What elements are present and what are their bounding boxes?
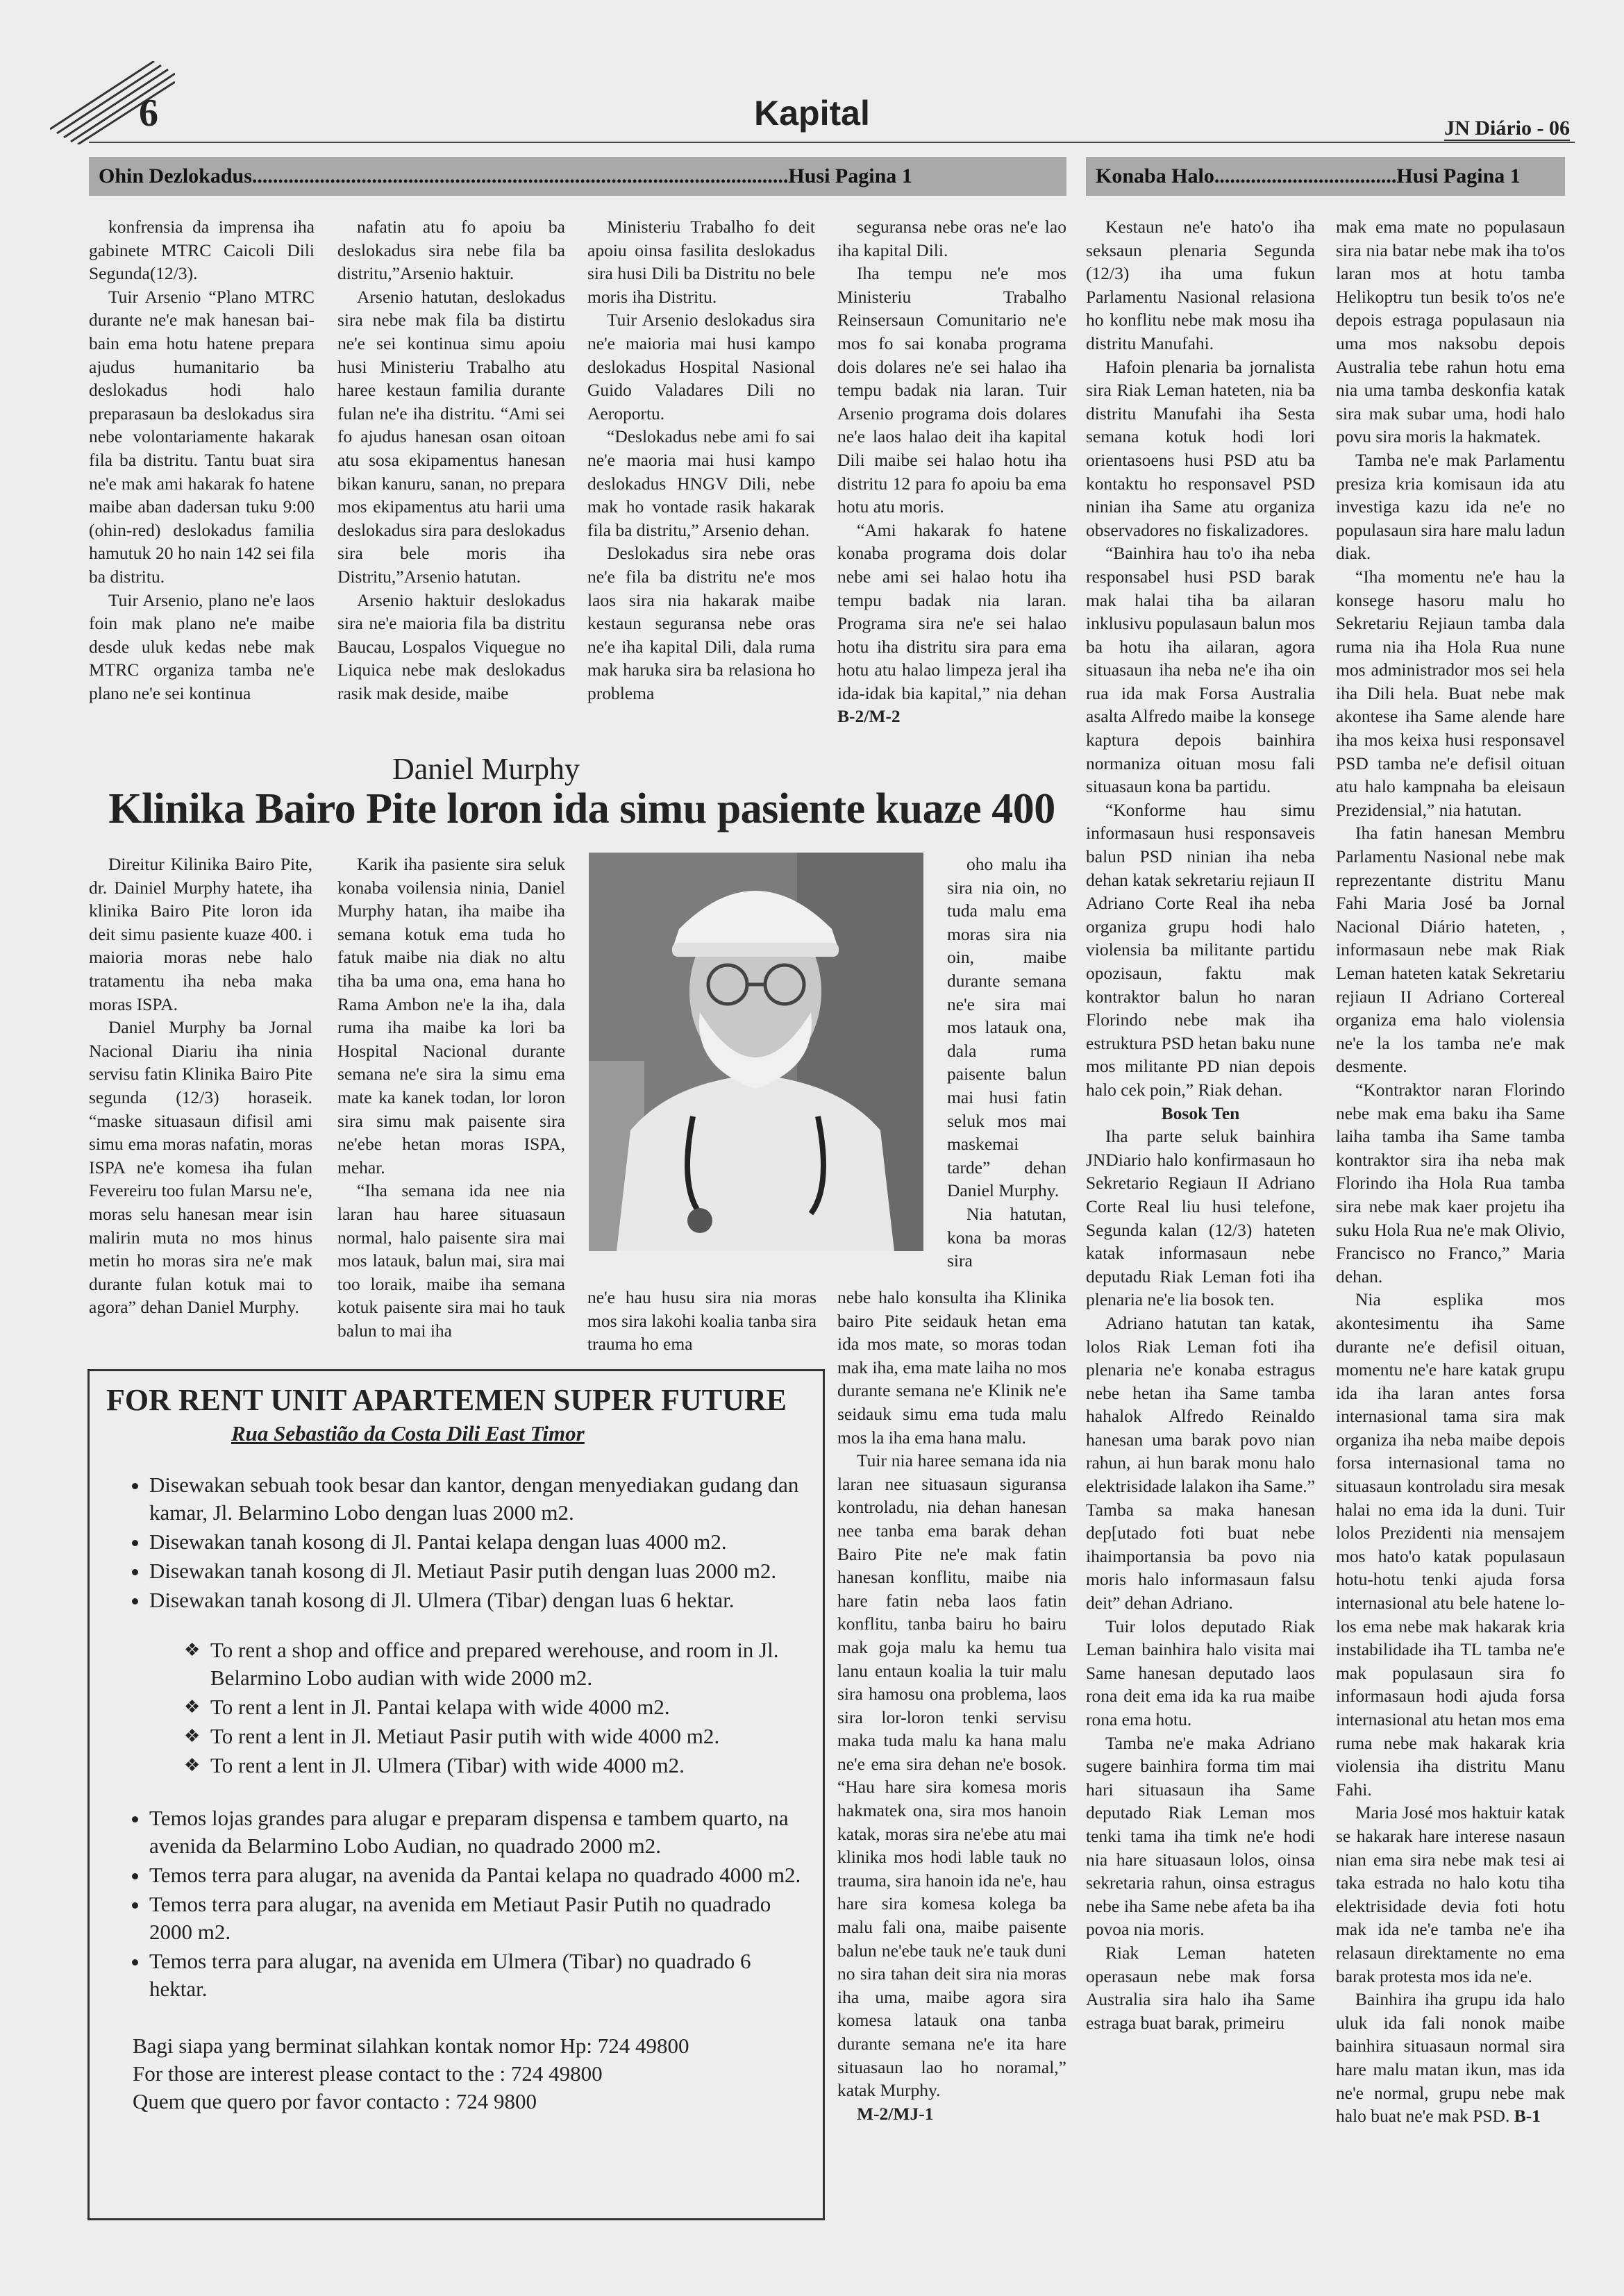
paragraph: nebe halo konsulta iha Klinika bairo Pite seidauk hetan ema ida mos mate, so moras todan mak iha, ema mate laiha no mos durante semana ne'e Klinik ne'e seidauk simu ema tuda malu mos la iha ema hana malu.	[837, 1287, 1066, 1448]
list-item: ❖ To rent a lent in Jl. Ulmera (Tibar) with wide 4000 m2.	[210, 1752, 806, 1779]
article2-column-2	[337, 853, 565, 1359]
header-rule	[89, 142, 1575, 143]
paragraph: Karik iha pasiente sira seluk konaba voilensia ninia, Daniel Murphy hatan, iha maibe iha semana kotuk ema tuda ho fatuk maibe nia diak no altu tiha ba uma ona, ema hana ho Rama Ambon ne'e la iha, dala ruma iha maibe ka lori ba Hospital Nacional durante semana ne'e sira la simu ema mate ka kanek todan, lor loron sira simu mak paisente sira ne'ebe hetan moras ISPA, mehar.	[337, 854, 565, 1178]
list-item: • Disewakan tanah kosong di Jl. Ulmera (Tibar) dengan luas 6 hektar.	[149, 1586, 806, 1614]
subheading-bosok-ten: Bosok Ten	[1161, 1103, 1240, 1123]
ad-english-list	[106, 1636, 806, 1779]
page-number: 6	[139, 92, 158, 135]
paragraph: Direitur Kilinika Bairo Pite, dr. Dainiel Murphy hatete, iha klinika Bairo Pite loron ida deit simu pasiente kuaze 400. i maioria moras nebe halo tratamentu iha neba maka moras ISPA.	[89, 854, 312, 1014]
paragraph: Tuir lolos deputado Riak Leman bainhira halo visita mai Same hanesan deputado laos rona deit ema ida ka rua maibe rona ema hotu.	[1086, 1616, 1315, 1729]
paragraph: ne'e hau husu sira nia moras mos sira lakohi koalia tanba sira trauma ho ema	[587, 1287, 817, 1355]
paragraph: Maria José mos haktuir katak se hakarak hare interese nasaun nian ema sira nebe mak tesi ai taka estrada no halo kotu tiha elektrisidade devia foti hotu mak ida ne'e tamba ne'e iha relasaun direktamente no ema barak protesta mos ida ne'e.	[1336, 1802, 1565, 1986]
daniel-murphy-photo	[589, 853, 923, 1251]
continued-bar-ohin-dezlokadus: Ohin Dezlokadus.......................................................................................................Husi Pagina 1	[89, 157, 1066, 196]
list-item: • Temos terra para alugar, na avenida da Pantai kelapa no quadrado 4000 m2.	[149, 1861, 806, 1889]
paragraph: “Iha semana ida nee nia laran hau haree situasaun normal, halo paisente sira mai mos latauk, balun mai, sira mai too loraik, maibe iha semana kotuk paisente sira mai ho tauk balun to mai iha	[337, 1180, 565, 1341]
article3-column-1	[1086, 215, 1315, 2243]
list-item: • Temos terra para alugar, na avenida em Ulmera (Tibar) no quadrado 6 hektar.	[149, 1947, 806, 2003]
paragraph: Bainhira iha grupu ida halo uluk ida fali nonok maibe bainhira situasaun normal sira hare malu matan ikun, mas ida ne'e normal, grupu nebe mak halo buat ne'e mak PSD.	[1336, 1989, 1565, 2127]
paragraph: seguransa nebe oras ne'e lao iha kapital Dili.	[837, 217, 1066, 260]
paragraph: Iha fatin hanesan Membru Parlamentu Nasional nebe mak reprezentante distritu Manu Fahi Maria José ba Jornal Nacional Diário hateten, , informasaun nebe mak Riak Leman hateten katak Sekretariu rejiaun II Adriano Cortereal organiza ema halo violensia ne'e la los tamba ne'e mak desmente.	[1336, 823, 1565, 1077]
paragraph: Nia esplika mos akontesimentu iha Same durante ne'e defisil oituan, momentu ne'e hare katak grupu ida iha laran antes forsa internasional tama sira mak organiza iha neba maibe depois forsa internasional tama no situasaun kontroladu sira mesak halai no ema ida la duni. Tuir lolos Prezidenti nia mensajem mos hato'o katak populasaun hotu-hotu tenki ajuda forsa internasional atu bele hatene lo-los ema nebe mak hakarak kria instabilidade iha TL tamba ne'e mak populasaun sira fo informasaun hodi ajuda forsa internasional atu hetan mos ema ruma nebe mak hakarak kria violensia iha distritu Manu Fahi.	[1336, 1289, 1565, 1800]
paragraph: Iha tempu ne'e mos Ministeriu Trabalho Reinsersaun Comunitario ne'e mos fo sai konaba programa dois dolares ne'e sei halao iha tempu badak nia laran. Tuir Arsenio programa dois dolares ne'e laos halao deit iha kapital Dili maibe sei halao hotu iha distritu 12 para fo apoiu ba ema hotu atu moris.	[837, 263, 1066, 517]
article1-column-3	[587, 215, 815, 750]
paragraph: Arsenio haktuir deslokadus sira ne'e maioria fila ba distritu Baucau, Lospalos Viquegue no Liquica nebe mak deslokadus rasik mak deside, maibe	[337, 589, 565, 703]
edition-label: JN Diário - 06	[1444, 117, 1570, 140]
paragraph: “Ami hakarak fo hatene konaba programa dois dolar nebe ami sei halao hotu iha tempu badak nia laran. Programa sira ne'e sei halao hotu iha distritu sira para ema hotu atu halao limpeza jeral iha ida-idak bia kapital,” nia dehan	[837, 519, 1066, 703]
paragraph: Iha parte seluk bainhira JNDiario halo konfirmasaun ho Sekretario Regiaun II Adriano Corte Real liu husi telefone, Segunda kalan (12/3) hateten katak informasaun nebe deputadu Riak Leman foti iha plenaria ne'e lia bosok ten.	[1086, 1126, 1315, 1310]
paragraph: Kestaun ne'e hato'o iha seksaun plenaria Segunda (12/3) iha uma fukun Parlamentu Nasional relasiona ho konflitu nebe mak mosu iha distritu Manufahi.	[1086, 217, 1315, 353]
author-code: B-2/M-2	[837, 706, 901, 727]
list-item: • Temos lojas grandes para alugar e preparam dispensa e tambem quarto, na avenida da Belarmino Lobo Audian, no quadrado 2000 m2.	[149, 1804, 806, 1860]
ad-title: FOR RENT UNIT APARTEMEN SUPER FUTURE	[106, 1383, 787, 1417]
author-code: M-2/MJ-1	[857, 2103, 934, 2124]
paragraph: Daniel Murphy ba Jornal Nacional Diariu iha ninia servisu fatin Klinika Bairo Pite segunda (12/3) horaseik. “maske situasaun difisil ami simu ema moras nafatin, moras ISPA ne'e komesa iha fulan Fevereiru too fulan Marsu ne'e, moras selu hanesan mear isin malirin muta no mos hinus metin ho moras sira ne'e mak durante fulan kotuk mai to agora” dehan Daniel Murphy.	[89, 1017, 312, 1318]
continued-bar-konaba-halo: Konaba Halo...................................Husi Pagina 1	[1086, 157, 1565, 196]
contact-line: Bagi siapa yang berminat silahkan kontak nomor Hp: 724 49800	[133, 2034, 689, 2059]
list-item: • Disewakan tanah kosong di Jl. Metiaut Pasir putih dengan luas 2000 m2.	[149, 1557, 806, 1585]
paragraph: “Deslokadus nebe ami fo sai ne'e maoria mai husi kampo deslokadus HNGV Dili, nebe mak ho vontade rasik hakarak fila ba distritu,” Arsenio dehan.	[587, 426, 815, 540]
ad-portuguese-list	[106, 1804, 806, 2003]
paragraph: “Iha momentu ne'e hau la konsege hasoru malu ho Sekretariu Rejiaun tamba dala ruma nia iha Hola Rua nune mos administrador mos sei hela iha Dili hela. Buat nebe mak akontese iha Same alende hare iha mos keixa husi responsavel PSD tamba ne'e defisil oituan atu halo kampnaha ba eleisaun Prezidensial,” nia hatutan.	[1336, 566, 1565, 820]
list-item: • Disewakan sebuah took besar dan kantor, dengan menyediakan gudang dan kamar, Jl. Belarmino Lobo dengan luas 2000 m2.	[149, 1471, 806, 1527]
paragraph: Tuir nia haree semana ida nia laran nee situasaun siguransa kontroladu, nia dehan hanesan nee tanba ema barak dehan Bairo Pite ne'e mak fatin hanesan konflitu, maibe nia hare fatin neba laos fatin konflitu, tanba bairu ho bairu mak goja malu ka hemu tua lanu entaun koalia la tuir malu sira hamosu ona problema, laos sira lor-loron tenki servisu maka tuda malu ka hana malu ne'e ema sira dehan ne'e bosok. “Hau hare sira komesa moris hakmatek ona, sira mos hanoin katak, moras sira ne'ebe atu mai klinika mos hodi lable tauk no trauma, sira hanoin ida ne'e, hau hare sira komesa kolega ba malu fali ona, maibe paisente balun ne'ebe tauk ne'e tauk duni no sira tahan deit sira nia moras iha uma, maibe agora sira komesa latauk ona tanba durante semana ne'e ita hare situasaun lao ho noramal,” katak Murphy.	[837, 1450, 1066, 2101]
paragraph: “Kontraktor naran Florindo nebe mak ema baku iha Same laiha tamba iha Same tamba kontraktor sira iha neba mak Florindo iha Hola Rua tamba sira nebe mak kaer projetu iha suku Hola Rua ne'e mak Olivio, Francisco no Franco,” Maria dehan.	[1336, 1079, 1565, 1287]
contact-line: For those are interest please contact to the : 724 49800	[133, 2061, 603, 2086]
paragraph: “Konforme hau simu informasaun husi responsaveis balun PSD ninian iha neba dehan katak sekretariu rejiaun II Adriano Corte Real iha neba organiza grupu hodi halo violensia ba militante partidu opozisaun, faktu mak kontraktor balun ho naran Florindo nebe mak iha estruktura PSD hetan baku nune mos militante PD nian depois halo cek poin,” Riak dehan.	[1086, 799, 1315, 1100]
article3-column-2	[1336, 215, 1565, 2243]
paragraph: Nia hatutan, kona ba moras sira	[947, 1203, 1066, 1271]
paragraph: mak ema mate no populasaun sira nia batar nebe mak iha to'os laran mos at hotu tamba Helikoptru tun besik to'os ne'e depois estraga populasaun nia uma mos naksobu depois Australia tebe rahun hotu ema nia uma tamba deskonfia katak sira mak subar uma, hodi halo povu sira moris la hakmatek.	[1336, 217, 1565, 447]
contact-line: Quem que quero por favor contacto : 724 9800	[133, 2089, 537, 2114]
article1-column-2	[337, 215, 565, 750]
article2-column-3	[837, 1286, 1066, 2238]
list-item: • Temos terra para alugar, na avenida em Metiaut Pasir Putih no quadrado 2000 m2.	[149, 1891, 806, 1946]
paragraph: Tuir Arsenio, plano ne'e laos foin mak plano ne'e maibe desde uluk kedas nebe mak MTRC organiza tamba ne'e plano ne'e sei kontinua	[89, 589, 315, 703]
paragraph: konfrensia da imprensa iha gabinete MTRC Caicoli Dili Segunda(12/3).	[89, 217, 315, 284]
ad-indonesian-list	[106, 1471, 806, 1614]
article2-column-3-top	[947, 853, 1066, 1294]
list-item: ❖ To rent a shop and office and prepared werehouse, and room in Jl. Belarmino Lobo audian with wide 2000 m2.	[210, 1636, 806, 1692]
ad-address: Rua Sebastião da Costa Dili East Timor	[231, 1421, 585, 1446]
photo-caption-text	[587, 1286, 817, 1359]
paragraph: Tamba ne'e mak Parlamentu presiza kria komisaun ida atu investiga kazu ida ne'e no populasaun sira hare malu ladun diak.	[1336, 449, 1565, 564]
list-item: • Disewakan tanah kosong di Jl. Pantai kelapa dengan luas 4000 m2.	[149, 1528, 806, 1556]
paragraph: Tuir Arsenio “Plano MTRC durante ne'e mak hanesan bai-bain ema hotu hatene prepara ajudus humanitario ba deslokadus hodi halo preparasaun ba deslokadus sira nebe volontariamente hakarak fila ba distritu. Tantu buat sira ne'e mak ami hakarak fo hatene maibe aban dadersan tuku 9:00 (ohin-red) deslokadus familia hamutuk 20 ho nain 142 sei fila ba distritu.	[89, 286, 315, 587]
paragraph: Hafoin plenaria ba jornalista sira Riak Leman hateten, nia ba distritu Manufahi iha Sesta semana kotuk hodi lori orientasoens husi PSD atu ba kontaktu ho responsavel PSD ninian iha Same atu organiza observadores no fiskalizadores.	[1086, 356, 1315, 540]
paragraph: Deslokadus sira nebe oras ne'e fila ba distritu ne'e mos laos sira nia hakarak maibe kestaun seguransa nebe oras ne'e iha kapital Dili, dala ruma mak haruka sira ba relasiona ho problema	[587, 543, 815, 703]
ad-contact	[133, 2032, 806, 2115]
paragraph: Ministeriu Trabalho fo deit apoiu oinsa fasilita deslokadus sira husi Dili ba Distritu no bele moris iha Distritu.	[587, 217, 815, 307]
paragraph: Adriano hatutan tan katak, lolos Riak Leman foti iha plenaria ne'e konaba estragus nebe hetan iha Same tamba hahalok Alfredo Reinaldo hanesan uma barak povo nian rahun, ai hun barak monu halo elektrisidade lalakon iha Same.” Tamba sa maka hanesan dep[utado foti buat nebe ihaimportansia ba povo nia moris halo informasaun falsu deit” dehan Adriano.	[1086, 1312, 1315, 1614]
paragraph: oho malu iha sira nia oin, no tuda malu ema moras sira nia oin, maibe durante semana ne'e sira mai mos latauk ona, dala ruma paisente balun mai husi fatin seluk mos mai maskemai tarde” dehan Daniel Murphy.	[947, 854, 1066, 1201]
article2-column-1	[89, 853, 312, 1359]
article2-byline: Daniel Murphy	[392, 752, 580, 786]
section-title: Kapital	[754, 94, 870, 133]
paragraph: Tamba ne'e maka Adriano sugere bainhira forma tim mai hari situasaun iha Same deputado Riak Leman mos tenki tama iha timk ne'e hodi nia hare situasaun lolos, oinsa sekretaria rahun, oinsa estragus nebe iha Same nebe afeta ba iha povoa nia moris.	[1086, 1732, 1315, 1940]
paragraph: “Bainhira hau to'o iha neba responsabel husi PSD barak mak halai tiha ba ailaran inklusivu populasaun balun mos ba hotu iha ailaran, agora situasaun iha neba ne'e iha oin rua ida mak Forsa Australia asalta Alfredo maibe la konsege kaptura depois bainhira normaniza oituan mosu fali situasaun kona ba partidu.	[1086, 543, 1315, 797]
paragraph: Riak Leman hateten operasaun nebe mak forsa Australia sira halo iha Same estraga buat barak, primeiru	[1086, 1942, 1315, 2033]
paragraph: Arsenio hatutan, deslokadus sira nebe mak fila ba distirtu ne'e sei kontinua simu apoiu husi Ministeriu Trabalho atu haree kestaun familia durante fulan ne'e iha distritu. “Ami sei fo ajudus hanesan osan oitoan atu sosa ekipamentus hanesan bikan kanuru, sanan, no prepara mos ekipamentus atu harii uma deslokadus sira para deslokadus sira bele moris iha Distritu,”Arsenio hatutan.	[337, 286, 565, 587]
rental-advertisement	[87, 1369, 825, 2220]
article1-column-4	[837, 215, 1066, 750]
article2-headline: Klinika Bairo Pite loron ida simu pasiente kuaze 400	[108, 785, 1055, 832]
article1-column-1	[89, 215, 315, 750]
author-code: B-1	[1514, 2106, 1541, 2127]
paragraph: Tuir Arsenio deslokadus sira ne'e maioria mai husi kampo deslokadus Hospital Nasional Guido Valadares Dili no Aeroportu.	[587, 310, 815, 424]
list-item: ❖ To rent a lent in Jl. Metiaut Pasir putih with wide 4000 m2.	[210, 1723, 806, 1750]
paragraph: nafatin atu fo apoiu ba deslokadus sira nebe fila ba distritu,”Arsenio haktuir.	[337, 217, 565, 284]
list-item: ❖ To rent a lent in Jl. Pantai kelapa with wide 4000 m2.	[210, 1693, 806, 1721]
